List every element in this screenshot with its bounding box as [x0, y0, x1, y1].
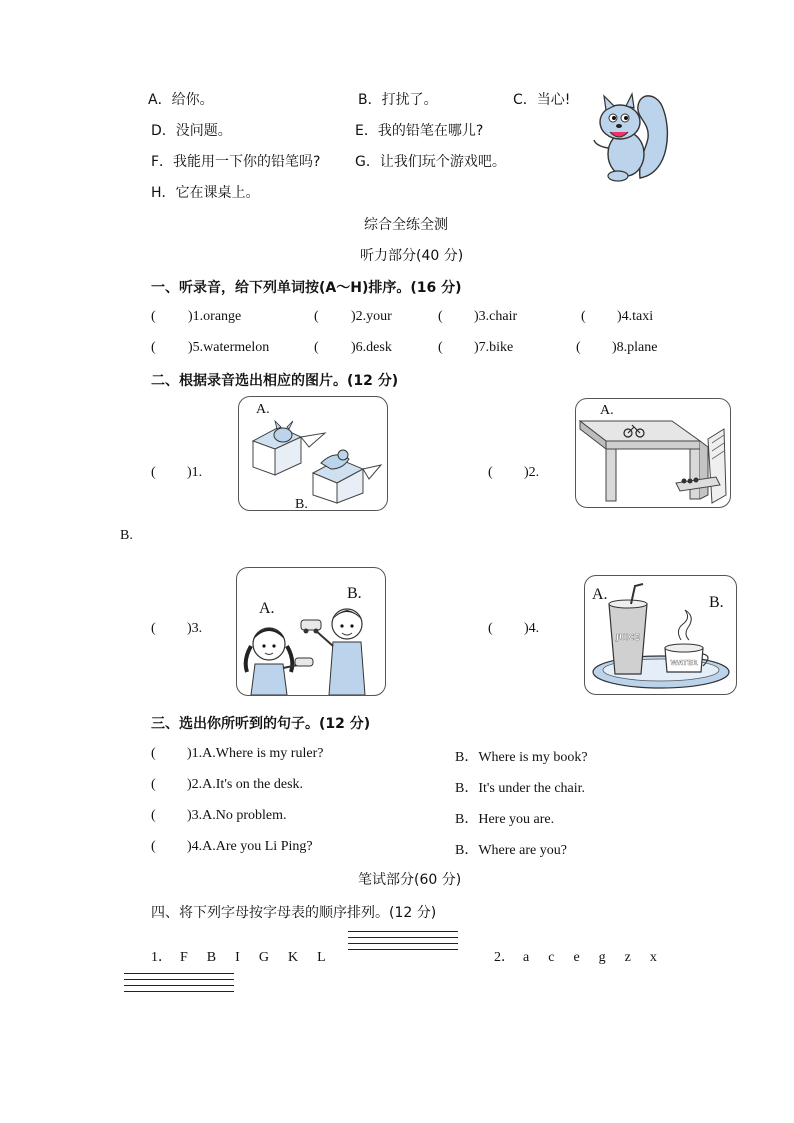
- option-b: B．打扰了。: [358, 92, 438, 108]
- option-a: A．给你。: [148, 92, 214, 108]
- paren: (: [151, 839, 156, 854]
- writing-section-title: 笔试部分(60 分): [358, 872, 462, 888]
- option-c: C．当心!: [513, 92, 571, 108]
- question-number: 1．: [151, 950, 172, 965]
- answer-lines-2[interactable]: [124, 973, 234, 997]
- picture-3-label-b: B.: [347, 585, 362, 602]
- picture-2-desk-and-chair: [575, 398, 731, 508]
- picture-item-4: )4.: [524, 621, 540, 636]
- option-h: H．它在课桌上。: [151, 185, 260, 201]
- letter: c: [548, 950, 555, 965]
- paren: (: [581, 309, 586, 324]
- word-item-5: )5.watermelon: [188, 340, 270, 355]
- paren: (: [438, 309, 443, 324]
- word-item-7: )7.bike: [474, 340, 514, 355]
- picture-item-1: )1.: [187, 465, 203, 480]
- picture-3-children-with-toys: [236, 567, 386, 696]
- picture-4-label-b: B.: [709, 594, 724, 611]
- squirrel-illustration: [590, 88, 672, 188]
- section-4-heading: 四、将下列字母按字母表的顺序排列。(12 分): [151, 905, 437, 921]
- answer-lines-1[interactable]: [348, 931, 458, 955]
- juice-cup-label: JUICE: [616, 633, 640, 642]
- picture-2-label-a: A.: [600, 403, 614, 418]
- letter: F: [180, 950, 188, 965]
- paren: (: [151, 808, 156, 823]
- paren: (: [151, 746, 156, 761]
- paren: (: [488, 621, 493, 636]
- letter: B: [206, 950, 217, 965]
- word-item-1: )1.orange: [188, 309, 242, 324]
- picture-3-label-a: A.: [259, 600, 275, 617]
- paren: (: [151, 621, 156, 636]
- word-item-4: )4.taxi: [617, 309, 654, 324]
- paren: (: [488, 465, 493, 480]
- listening-section-title: 听力部分(40 分): [360, 248, 464, 264]
- question-2-letters: [494, 946, 657, 966]
- test-title: 综合全练全测: [364, 217, 448, 233]
- paren: (: [151, 777, 156, 792]
- question-1-letters: [151, 946, 326, 966]
- letter: I: [235, 950, 240, 965]
- option-g: G．让我们玩个游戏吧。: [355, 154, 506, 170]
- section-3-heading: 三、选出你所听到的句子。(12 分): [151, 716, 371, 732]
- sentence-option-2b: B．It's under the chair.: [455, 781, 586, 796]
- sentence-option-3a: )3.A.No problem.: [187, 808, 287, 823]
- paren: (: [151, 309, 156, 324]
- option-d: D．没问题。: [151, 123, 232, 139]
- letter: G: [258, 950, 269, 965]
- letter: z: [624, 950, 631, 965]
- word-item-2: )2.your: [351, 309, 392, 324]
- section-1-heading: 一、听录音，给下列单词按(A～H)排序。(16 分): [151, 280, 462, 296]
- picture-4-label-a: A.: [592, 586, 608, 603]
- paren: (: [151, 465, 156, 480]
- picture-1-label-a: A.: [256, 402, 270, 417]
- sentence-option-3b: B．Here you are.: [455, 812, 555, 827]
- paren: (: [314, 309, 319, 324]
- sentence-option-1b: B．Where is my book?: [455, 750, 588, 765]
- question-number: 2．: [494, 950, 515, 965]
- letter: K: [287, 950, 299, 965]
- picture-2-label-b: B.: [120, 528, 133, 543]
- word-item-6: )6.desk: [351, 340, 392, 355]
- paren: (: [314, 340, 319, 355]
- picture-item-2: )2.: [524, 465, 540, 480]
- letter: e: [573, 950, 580, 965]
- letter: L: [317, 950, 326, 965]
- sentence-option-4b: B．Where are you?: [455, 843, 567, 858]
- letter: g: [598, 950, 606, 965]
- picture-1-label-b: B.: [295, 497, 308, 512]
- letter: x: [649, 950, 657, 965]
- option-e: E．我的铅笔在哪儿?: [355, 123, 484, 139]
- paren: (: [151, 340, 156, 355]
- sentence-option-2a: )2.A.It's on the desk.: [187, 777, 304, 792]
- word-item-3: )3.chair: [474, 309, 518, 324]
- paren: (: [438, 340, 443, 355]
- section-2-heading: 二、根据录音选出相应的图片。(12 分): [151, 373, 399, 389]
- sentence-option-1a: )1.A.Where is my ruler?: [187, 746, 324, 761]
- water-cup-label: WATER: [670, 659, 698, 667]
- letter: a: [523, 950, 530, 965]
- sentence-option-4a: )4.A.Are you Li Ping?: [187, 839, 313, 854]
- picture-item-3: )3.: [187, 621, 203, 636]
- word-item-8: )8.plane: [612, 340, 658, 355]
- paren: (: [576, 340, 581, 355]
- option-f: F．我能用一下你的铅笔吗?: [151, 154, 321, 170]
